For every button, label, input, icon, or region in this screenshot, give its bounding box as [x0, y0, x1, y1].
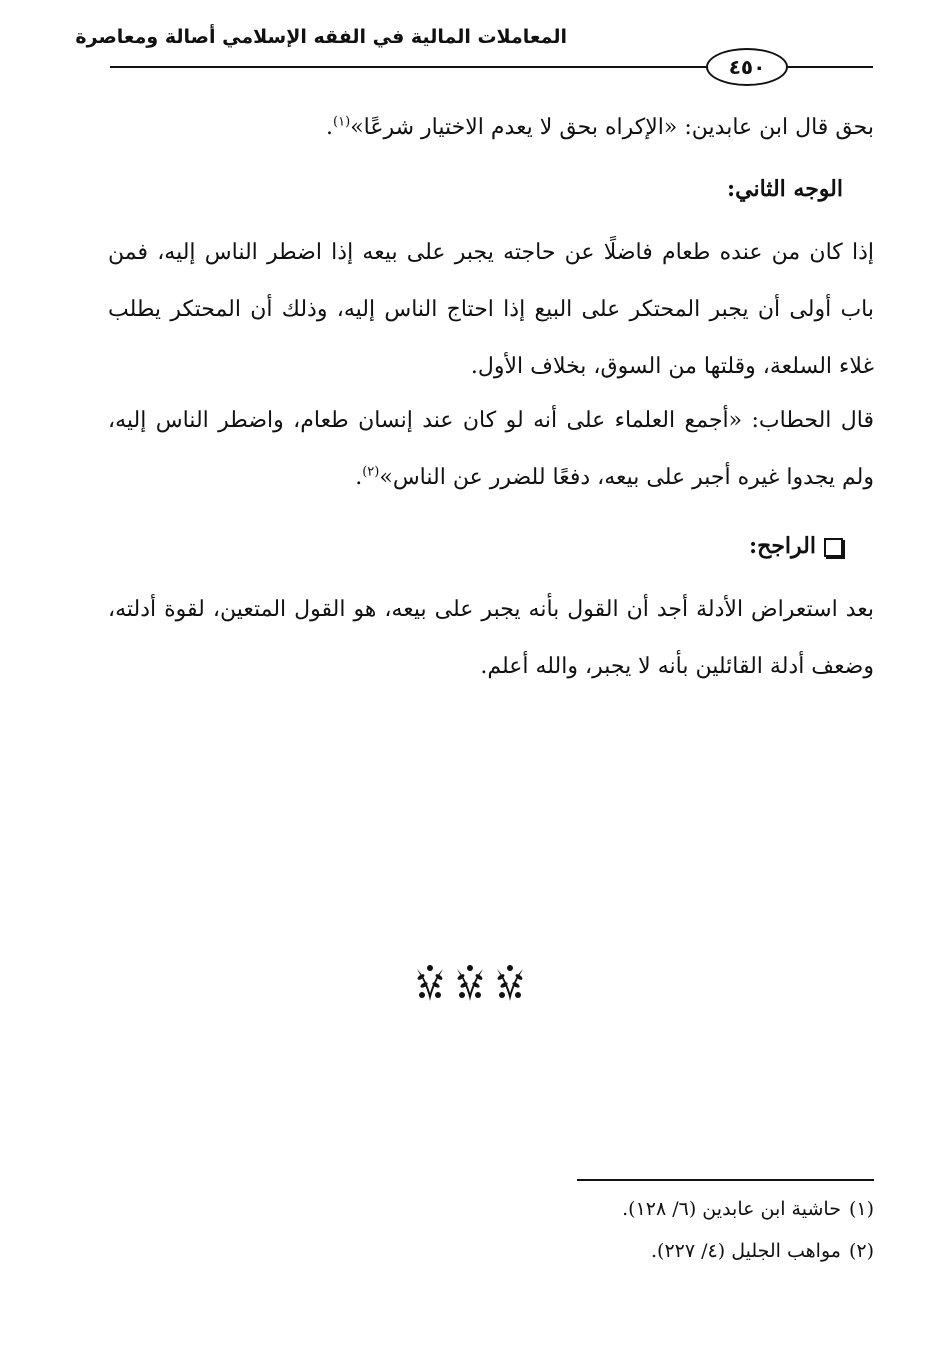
- heading-preferred-view: [749, 533, 843, 559]
- running-title: المعاملات المالية في الفقه الإسلامي أصالة ومعاصرة: [75, 26, 567, 48]
- footnote-2: [651, 1240, 874, 1262]
- paragraph-text: بحق قال ابن عابدين: «الإكراه بحق لا يعدم الاختيار شرعًا»: [350, 115, 874, 140]
- heading-text: الراجح:: [749, 533, 816, 559]
- footnote-rule: [577, 1179, 874, 1181]
- paragraph-hattab-quote: [108, 392, 874, 506]
- paragraph-second-aspect: إذا كان من عنده طعام فاضلًا عن حاجته يجبر على بيعه إذا اضطر الناس إليه، فمن باب أولى أن يجبر المحتكر على البيع إذا احتاج الناس إليه، وذلك أن المحتكر يطلب غلاء السلعة، وقلتها من السوق، بخلاف الأول.: [108, 240, 874, 379]
- paragraph-text: قال الحطاب: «أجمع العلماء على أنه لو كان عند إنسان طعام، واضطر الناس إليه، ولم يجدوا غيره أجبر على بيعه، دفعًا للضرر عن الناس»: [108, 408, 874, 490]
- floral-ornament-piece-icon: [413, 963, 447, 1003]
- footnote-ref-1: (١): [333, 114, 351, 130]
- square-bullet-icon: [824, 538, 843, 557]
- footnote-text: مواهب الجليل (٤/ ٢٢٧).: [651, 1240, 841, 1262]
- footnote-text: حاشية ابن عابدين (٦/ ١٢٨).: [622, 1198, 841, 1220]
- footnote-number: (١): [848, 1198, 874, 1220]
- page-number: ٤٥٠: [728, 55, 766, 79]
- floral-ornament-piece-icon: [453, 963, 487, 1003]
- footnote-1: [622, 1198, 874, 1220]
- sentence-end: .: [326, 115, 334, 140]
- floral-ornament-piece-icon: [493, 963, 527, 1003]
- floral-ornament-icon: [413, 963, 527, 1003]
- footnote-ref-2: (٢): [362, 464, 380, 480]
- page-number-oval: [706, 48, 788, 86]
- paragraph-preferred-view: بعد استعراض الأدلة أجد أن القول بأنه يجبر على بيعه، هو القول المتعين، لقوة أدلته، وضعف أدلة القائلين بأنه لا يجبر، والله أعلم.: [108, 597, 874, 679]
- footnote-number: (٢): [848, 1240, 874, 1262]
- heading-second-aspect: الوجه الثاني:: [727, 176, 843, 202]
- paragraph-ibn-abidin-quote: [108, 99, 874, 156]
- sentence-end: .: [355, 465, 363, 490]
